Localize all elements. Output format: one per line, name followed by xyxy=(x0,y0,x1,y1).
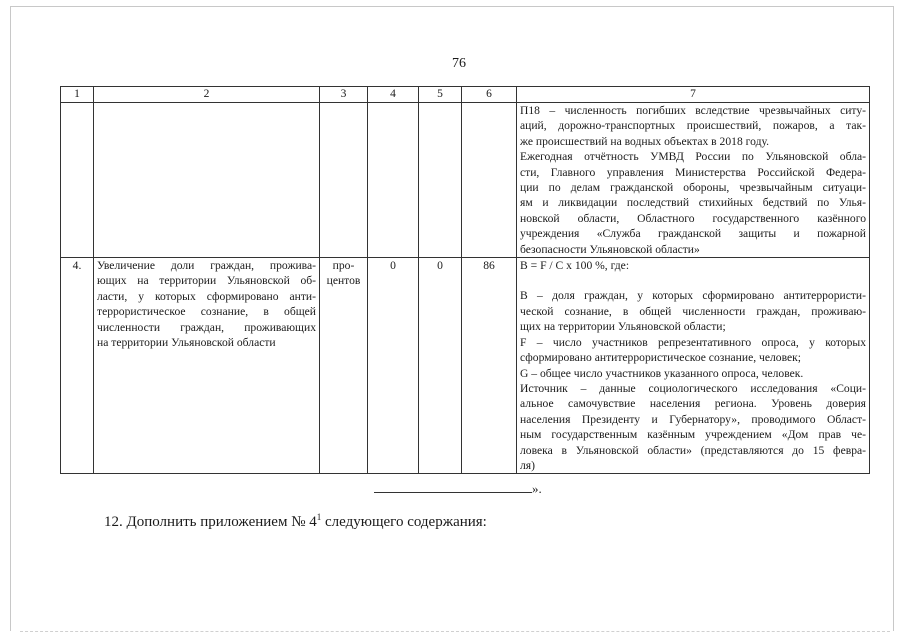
indicators-table xyxy=(60,86,870,474)
source-description-cell xyxy=(517,103,870,258)
closing-quote: ». xyxy=(532,481,542,496)
text-line: Ежегодная отчётность УМВД России по Ульяновской обла- xyxy=(520,150,866,164)
header-cell: 3 xyxy=(320,87,368,103)
text-line: сформировано антитеррористическое сознание, человек; xyxy=(520,351,801,365)
text-line: же происшествий на водных объектах в 2018 году. xyxy=(520,134,769,148)
text-line: ловека в Ульяновской области» (представляются до 15 февра- xyxy=(520,443,866,457)
text-line: ным государственным казённым учреждением «Дом прав че- xyxy=(520,428,866,442)
text-line: численности граждан, проживающих xyxy=(97,320,316,334)
value-cell: 86 xyxy=(462,258,517,474)
header-cell: 7 xyxy=(517,87,870,103)
blank-line xyxy=(520,273,866,288)
header-cell: 6 xyxy=(462,87,517,103)
text-line: террористическое сознание, в общей xyxy=(97,305,316,319)
table-cell-empty xyxy=(61,103,94,258)
text-line: ля) xyxy=(520,458,535,472)
value-cell: 0 xyxy=(368,258,419,474)
amendment-text: 12. Дополнить приложением № 4 xyxy=(104,514,317,530)
table-cell-empty xyxy=(462,103,517,258)
text-line: на территории Ульяновской области xyxy=(97,336,276,350)
header-cell: 2 xyxy=(94,87,320,103)
text-line: ющих на территории Ульяновской об- xyxy=(97,274,316,288)
table-cell-empty xyxy=(368,103,419,258)
indicator-description-cell xyxy=(94,258,320,474)
table-cell-empty xyxy=(320,103,368,258)
text-line: безопасности Ульяновской области» xyxy=(520,242,700,256)
table-row xyxy=(61,103,870,258)
unit-cell xyxy=(320,258,368,474)
table-header-row xyxy=(61,87,870,103)
text-line: ции по делам гражданской обороны, чрезвычайным ситуаци- xyxy=(520,181,866,195)
text-line: F – число участников репрезентативного опроса, у которых xyxy=(520,335,866,349)
header-cell: 4 xyxy=(368,87,419,103)
text-line: Увеличение доли граждан, прожива- xyxy=(97,259,316,273)
text-line: ласти, у которых сформировано анти- xyxy=(97,289,316,303)
text-line: G – общее число участников указанного опроса, человек. xyxy=(520,366,804,380)
table-row xyxy=(61,258,870,474)
header-cell: 5 xyxy=(419,87,462,103)
calculation-method-cell xyxy=(517,258,870,474)
text-line: новской области, Областного государственного казённого xyxy=(520,211,866,225)
page-number: 76 xyxy=(452,56,466,71)
closing-quote-line xyxy=(374,480,542,497)
text-line: населения Президенту и Губернатору», проводимого Област- xyxy=(520,412,866,426)
text-line: ческой сознание, в общей численности граждан, проживаю- xyxy=(520,304,866,318)
amendment-paragraph xyxy=(104,512,487,531)
text-line: ям и ликвидации последствий стихийных бедствий по Улья- xyxy=(520,196,866,210)
superscript: 1 xyxy=(316,512,322,522)
text-line: про- xyxy=(332,259,355,273)
formula-line: B = F / C x 100 %, где: xyxy=(520,259,630,273)
text-line: альное самочувствие населения региона. Уровень доверия xyxy=(520,397,866,411)
table-cell-empty xyxy=(94,103,320,258)
header-cell: 1 xyxy=(61,87,94,103)
text-line: П18 – численность погибших вследствие чрезвычайных ситу- xyxy=(520,104,866,117)
text-line: щих на территории Ульяновской области; xyxy=(520,320,726,334)
value-cell: 0 xyxy=(419,258,462,474)
text-line: учреждения «Служба гражданской защиты и пожарной xyxy=(520,227,866,241)
text-line: B – доля граждан, у которых сформировано антитеррористи- xyxy=(520,289,866,303)
amendment-text-tail: следующего содержания: xyxy=(321,514,487,530)
text-line: сти, Главного управления Министерства Российской Федера- xyxy=(520,165,866,179)
text-line: аций, дорожно-транспортных происшествий, пожаров, а так- xyxy=(520,119,866,133)
text-line: Источник – данные социологического исследования «Соци- xyxy=(520,381,866,395)
text-line: центов xyxy=(326,274,361,288)
row-number: 4. xyxy=(61,258,94,474)
blank-underline xyxy=(374,480,532,493)
table-cell-empty xyxy=(419,103,462,258)
